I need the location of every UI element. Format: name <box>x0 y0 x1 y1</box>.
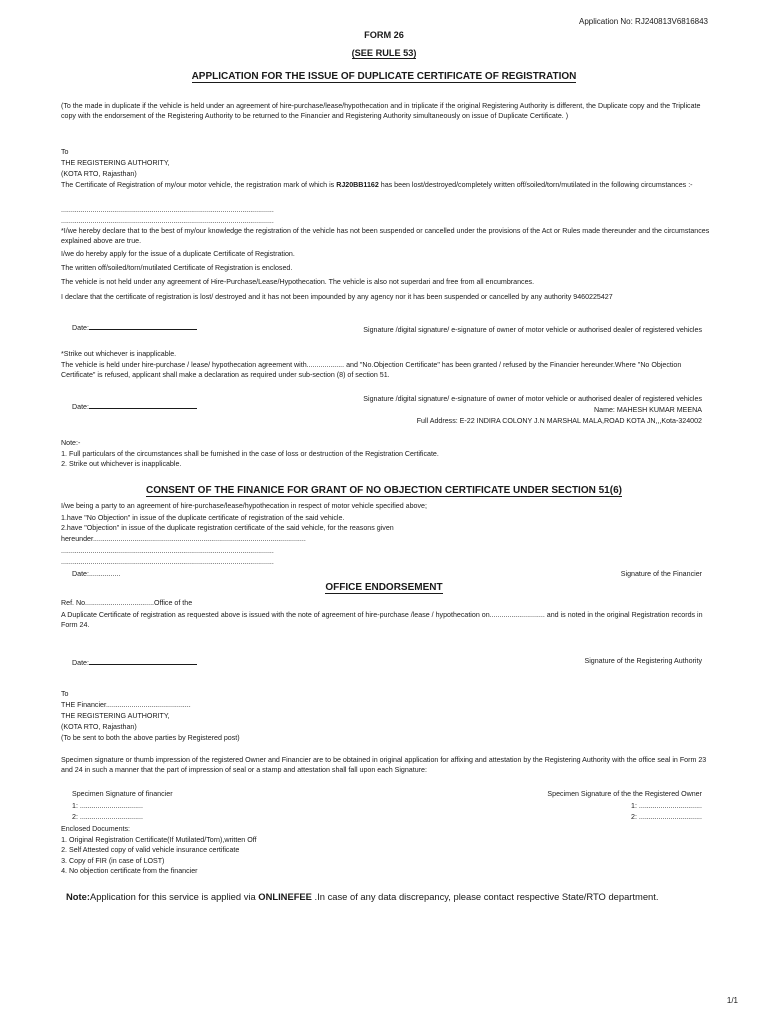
consent-date: Date:................ <box>72 570 121 578</box>
rto-label: (KOTA RTO, Rajasthan) <box>61 170 137 178</box>
date-field-2 <box>72 400 197 412</box>
rule-reference: (SEE RULE 53) <box>351 48 417 58</box>
owner-address: Full Address: E-22 INDIRA COLONY J.N MARSHAL MALA,ROAD KOTA JN,,,Kota-324002 <box>416 417 702 425</box>
intro-note: (To the made in duplicate if the vehicle is held under an agreement of hire-purchase/lease/hypothecation and in triplicate if the original Registering Authority is different, the Duplicate copy and the Triplicate copy with the endorsement of the Registering Authority to be returned to the Financier and Registering Authority simultaneously on issue of Duplicate Certificate. ) <box>61 102 701 121</box>
consent-title: CONSENT OF THE FINANICE FOR GRANT OF NO OBJECTION CERTIFICATE UNDER SECTION 51(6) <box>146 485 622 496</box>
specimen-owner-label: Specimen Signature of the the Registered Owner <box>547 790 702 798</box>
specimen-owner-2: 2: ................................ <box>631 813 702 821</box>
owner-signature-2: Signature /digital signature/ e-signature of owner of motor vehicle or authorised dealer of registered vehicles <box>363 395 702 403</box>
consent-dots-1: ............................................................................................................ <box>61 547 274 555</box>
cert-prefix: The Certificate of Registration of my/our motor vehicle, the registration mark of which is <box>61 181 337 189</box>
apply-text: I/we do hereby apply for the issue of a duplicate Certificate of Registration. <box>61 250 295 258</box>
date-line-2 <box>89 400 197 409</box>
date-label-3: Date: <box>72 659 89 667</box>
page-number: 1/1 <box>726 996 738 1005</box>
office-title-wrap <box>0 581 768 596</box>
main-title: APPLICATION FOR THE ISSUE OF DUPLICATE CERTIFICATE OF REGISTRATION <box>191 71 577 82</box>
authority-label: THE REGISTERING AUTHORITY, <box>61 159 170 167</box>
footer-note <box>66 890 658 904</box>
date-label-2: Date: <box>72 403 89 411</box>
consent-line-4: hereunder............................................................................................................ <box>61 535 306 543</box>
strike-note: *Strike out whichever is inapplicable. <box>61 350 177 358</box>
date-field-3 <box>72 656 197 668</box>
office-ref: Ref. No...................................Office of the <box>61 599 193 607</box>
to2-sent-note: (To be sent to both the above parties by Registered post) <box>61 734 240 742</box>
circumstance-dots-1: ............................................................................................................ <box>61 206 274 214</box>
consent-title-wrap <box>0 484 768 499</box>
enclosures-heading: Enclosed Documents: <box>61 825 131 833</box>
office-endorsement-title: OFFICE ENDORSEMENT <box>325 582 443 593</box>
onlinefee-label: ONLINEFEE <box>258 891 312 902</box>
enclosure-item: 3. Copy of FIR (in case of LOST) <box>69 856 715 866</box>
specimen-financier-label: Specimen Signature of financier <box>72 790 173 798</box>
form-title: FORM 26 <box>364 30 404 40</box>
footer-note-label: Note: <box>66 891 90 902</box>
cert-suffix: has been lost/destroyed/completely written off/soiled/torn/mutilated in the following circumstances :- <box>378 181 693 189</box>
declaration-text: *I/we hereby declare that to the best of my/our knowledge the registration of the vehicle has not been suspended or cancelled under the provisions of the Act or Rules made thereunder and the circumstances explained above are true. <box>61 227 710 246</box>
notes-list-item: 1. Full particulars of the circumstances shall be furnished in the case of loss or destruction of the Registration Certificate. <box>69 449 715 459</box>
owner-signature-1: Signature /digital signature/ e-signature of owner of motor vehicle or authorised dealer of registered vehicles <box>363 326 702 334</box>
enclosure-item: 4. No objection certificate from the financier <box>69 866 715 876</box>
office-text: A Duplicate Certificate of registration as requested above is issued with the note of agreement of hire-purchase /lease / hypothecation on............................ and is noted in the original Registration records in Form 24. <box>61 611 703 630</box>
footer-note-post: .In case of any data discrepancy, please contact respective State/RTO department. <box>311 891 659 902</box>
notes-list-item: 2. Strike out whichever is inapplicable. <box>69 459 715 469</box>
notes-list <box>55 449 715 470</box>
date-field-1 <box>72 321 197 333</box>
to2-rto: (KOTA RTO, Rajasthan) <box>61 723 137 731</box>
specimen-financier-2: 2: ................................ <box>72 813 143 821</box>
enclosure-item: 1. Original Registration Certificate(If Mutilated/Torn),written Off <box>69 835 715 845</box>
rule-wrap <box>0 47 768 60</box>
enclosure-item: 2. Self Attested copy of valid vehicle insurance certificate <box>69 845 715 855</box>
registering-authority-signature: Signature of the Registering Authority <box>584 657 702 665</box>
main-title-wrap <box>0 70 768 85</box>
footer-note-pre: Application for this service is applied via <box>89 891 259 902</box>
specimen-owner-1: 1: ................................ <box>631 802 702 810</box>
enclosures-list <box>55 835 715 876</box>
consent-line-2: 1.have "No Objection" in issue of the duplicate certificate of registration of the said vehicle. <box>61 514 345 522</box>
date-label-1: Date: <box>72 324 89 332</box>
date-line-3 <box>89 656 197 665</box>
to2-financier: THE Financier........................................... <box>61 701 191 709</box>
notes-heading: Note:- <box>61 439 81 447</box>
certificate-statement <box>61 180 711 190</box>
owner-name: Name: MAHESH KUMAR MEENA <box>594 406 702 414</box>
consent-dots-2: ............................................................................................................ <box>61 558 274 566</box>
registration-mark: RJ20BB1162 <box>336 181 379 189</box>
specimen-text: Specimen signature or thumb impression of the registered Owner and Financier are to be obtained in original application for affixing and attestation by the Registering Authority with the office seal in Form 23 and 24 in such a manner that the part of impression of seal or a stamp and attestation shall fall upon each Signature: <box>61 756 707 775</box>
specimen-financier-1: 1: ................................ <box>72 802 143 810</box>
to2-label: To <box>61 690 69 698</box>
to2-authority: THE REGISTERING AUTHORITY, <box>61 712 170 720</box>
consent-line-1: I/we being a party to an agreement of hire-purchase/lease/hypothecation in respect of motor vehicle specified above; <box>61 502 427 510</box>
held-under-agreement-text: The vehicle is held under hire-purchase / lease/ hypothecation agreement with................... and "No.Objection Certificate" has been granted / refused by the Financier hereunder.Where "No Objection Certificate" is refused, applicant shall make a declaration as required under sub-section (8) of section 51. <box>61 361 682 380</box>
not-held-text: The vehicle is not held under any agreement of Hire-Purchase/Lease/Hypothecation. The vehicle is also not superdari and free from all encumbrances. <box>61 278 535 286</box>
circumstance-dots-2: ............................................................................................................ <box>61 217 274 225</box>
application-number: Application No: RJ240813V6816843 <box>579 17 708 26</box>
financier-signature: Signature of the Financier <box>620 570 702 578</box>
to-label: To <box>61 148 69 156</box>
enclosed-text: The written off/soiled/torn/mutilated Certificate of Registration is enclosed. <box>61 264 293 272</box>
consent-line-3: 2.have "Objection" in issue of the duplicate registration certificate of the said vehicle, for the reasons given <box>61 524 394 532</box>
date-line-1 <box>89 321 197 330</box>
declaration-2-text: I declare that the certificate of registration is lost/ destroyed and it has not been impounded by any agency nor it has been suspended or cancelled by any authority 9460225427 <box>61 293 613 301</box>
